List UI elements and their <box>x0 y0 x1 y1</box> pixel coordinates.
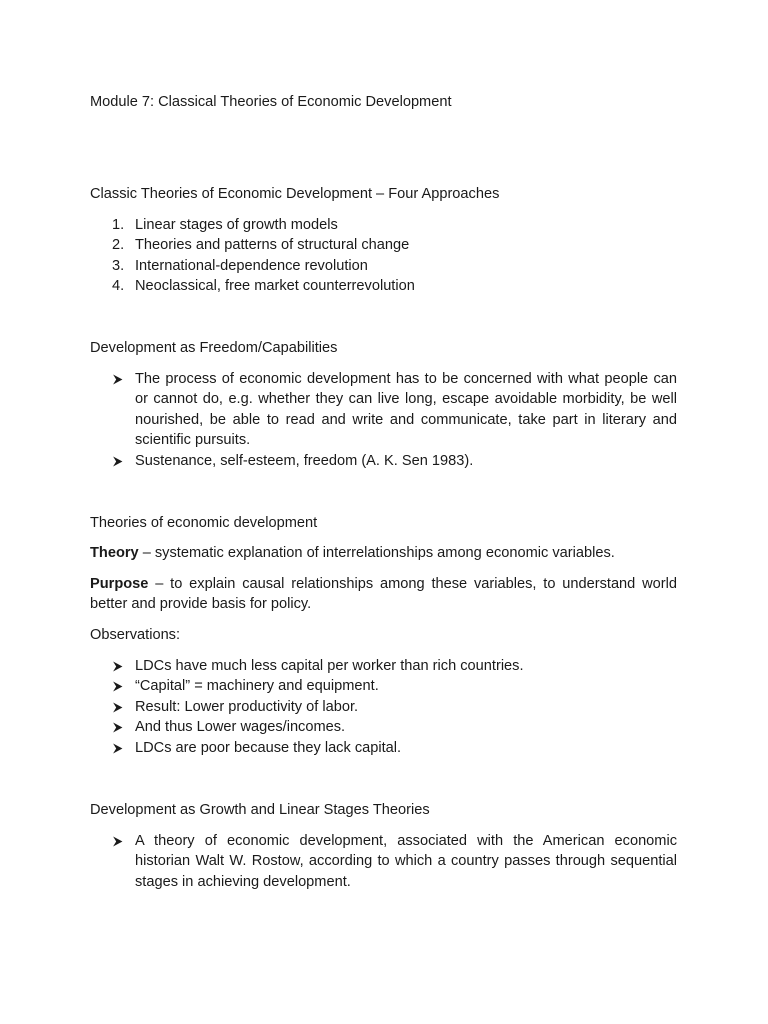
list-item: And thus Lower wages/incomes. <box>90 717 677 737</box>
arrowhead-bullet-icon <box>112 836 123 847</box>
growth-bullet-list <box>90 831 677 892</box>
observations-bullet-list <box>90 656 677 758</box>
list-item: 3. International-dependence revolution <box>112 257 368 274</box>
growth-heading: Development as Growth and Linear Stages Theories <box>90 802 430 818</box>
theory-term: Theory <box>90 545 139 561</box>
list-item: A theory of economic development, associated with the American economic historian Walt W. Rostow, according to which a country passes through sequential stages in achieving development. <box>90 831 677 892</box>
classic-theories-heading: Classic Theories of Economic Development – Four Approaches <box>90 186 500 202</box>
four-approaches-list <box>90 215 677 297</box>
list-item: LDCs are poor because they lack capital. <box>90 738 677 758</box>
freedom-heading: Development as Freedom/Capabilities <box>90 340 338 356</box>
list-item: LDCs have much less capital per worker than rich countries. <box>90 656 677 676</box>
observations-label: Observations: <box>90 627 181 643</box>
theory-definition: Theory – systematic explanation of interrelationships among economic variables. <box>90 545 615 561</box>
list-item: Sustenance, self-esteem, freedom (A. K. Sen 1983). <box>90 451 677 471</box>
arrowhead-bullet-icon <box>112 661 123 672</box>
module-title: Module 7: Classical Theories of Economic Development <box>90 94 452 110</box>
freedom-bullet-list <box>90 369 677 471</box>
theories-heading: Theories of economic development <box>90 515 318 531</box>
arrowhead-bullet-icon <box>112 374 123 385</box>
arrowhead-bullet-icon <box>112 743 123 754</box>
list-item: Result: Lower productivity of labor. <box>90 697 677 717</box>
arrowhead-bullet-icon <box>112 681 123 692</box>
list-item: “Capital” = machinery and equipment. <box>90 676 677 696</box>
list-item: 4. Neoclassical, free market counterrevolution <box>112 278 415 295</box>
arrowhead-bullet-icon <box>112 456 123 467</box>
arrowhead-bullet-icon <box>112 722 123 733</box>
list-item: The process of economic development has to be concerned with what people can or cannot do, e.g. whether they can live long, escape avoidable morbidity, be well nourished, be able to read and write and communicate, take part in literary and scientific pursuits. <box>90 369 677 451</box>
list-item: 1. Linear stages of growth models <box>112 217 338 233</box>
purpose-term: Purpose <box>90 576 149 592</box>
list-item: 2. Theories and patterns of structural change <box>112 237 410 254</box>
purpose-definition: Purpose – to explain causal relationships among these variables, to understand world better and provide basis for policy. <box>90 576 677 613</box>
arrowhead-bullet-icon <box>112 702 123 713</box>
